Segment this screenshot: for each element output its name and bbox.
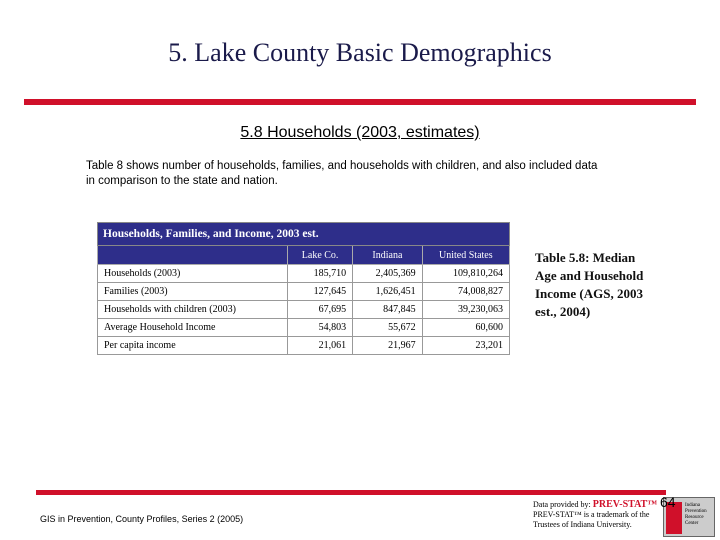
cell-value: 54,803 xyxy=(288,319,353,337)
cell-value: 847,845 xyxy=(353,301,422,319)
cell-value: 127,645 xyxy=(288,283,353,301)
cell-value: 2,405,369 xyxy=(353,265,422,283)
cell-value: 60,600 xyxy=(422,319,509,337)
table-row xyxy=(98,283,510,301)
section-subtitle xyxy=(0,124,720,142)
cell-value: 39,230,063 xyxy=(422,301,509,319)
row-label: Households with children (2003) xyxy=(98,301,288,319)
cell-value: 67,695 xyxy=(288,301,353,319)
row-label: Per capita income xyxy=(98,337,288,355)
page-number: 64 xyxy=(660,494,676,510)
cell-value: 185,710 xyxy=(288,265,353,283)
table-caption: Households, Families, and Income, 2003 est. xyxy=(98,223,510,246)
brand: PREV-STAT™ xyxy=(592,499,658,510)
table-row xyxy=(98,265,510,283)
row-label: Households (2003) xyxy=(98,265,288,283)
col-header: Indiana xyxy=(353,246,422,265)
col-header xyxy=(98,246,288,265)
table-row xyxy=(98,301,510,319)
cell-value: 21,061 xyxy=(288,337,353,355)
footer-text: GIS in Prevention, County Profiles, Series 2 (2005) xyxy=(40,514,244,524)
side-note: Table 5.8: Median Age and Household Income (AGS, 2003 est., 2004) xyxy=(535,250,644,319)
description: Table 8 shows number of households, families, and households with children, and also included data in comparison to the state and nation. xyxy=(86,160,598,187)
table-header xyxy=(98,246,510,265)
cell-value: 21,967 xyxy=(353,337,422,355)
credit-prefix: Data provided by: xyxy=(533,500,593,509)
cell-value: 55,672 xyxy=(353,319,422,337)
row-label: Average Household Income xyxy=(98,319,288,337)
table-row xyxy=(98,337,510,355)
cell-value: 74,008,827 xyxy=(422,283,509,301)
data-credit xyxy=(533,500,663,530)
row-label: Families (2003) xyxy=(98,283,288,301)
divider xyxy=(24,99,696,105)
col-header: United States xyxy=(422,246,509,265)
cell-value: 109,810,264 xyxy=(422,265,509,283)
cell-value: 23,201 xyxy=(422,337,509,355)
table-row xyxy=(98,319,510,337)
subtitle-text: 5.8 Households (2003, estimates) xyxy=(240,124,480,141)
slide-title: 5. Lake County Basic Demographics xyxy=(168,38,552,67)
credit-trademark: PREV-STAT™ is a trademark of the Trustees of Indiana University. xyxy=(533,510,650,529)
cell-value: 1,626,451 xyxy=(353,283,422,301)
footer-divider xyxy=(36,490,666,495)
col-header: Lake Co. xyxy=(288,246,353,265)
logo-text: Indiana Prevention Resource Center xyxy=(685,503,707,526)
households-table xyxy=(97,222,510,355)
